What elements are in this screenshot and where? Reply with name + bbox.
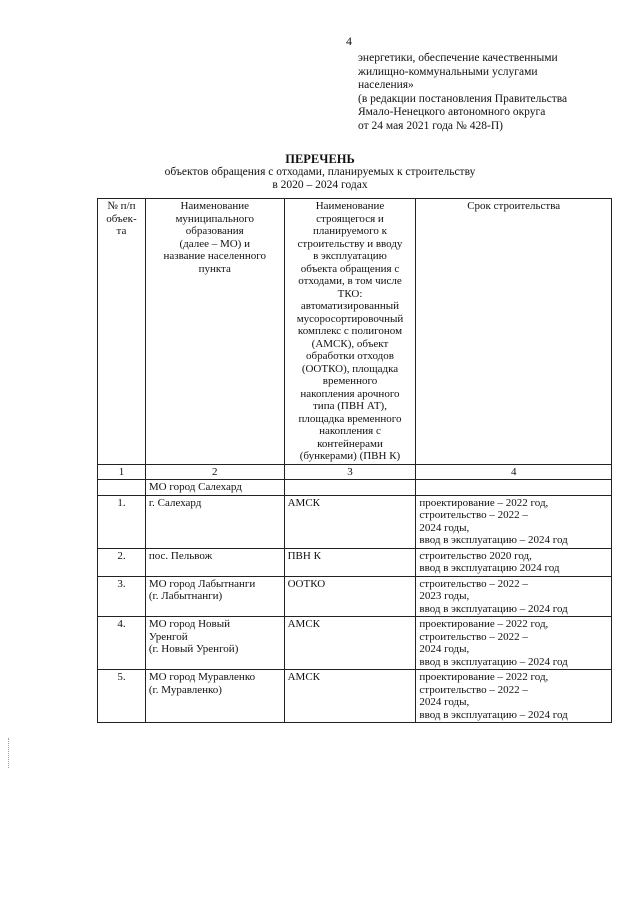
group-row (98, 480, 612, 496)
row-object-line: АМСК (287, 671, 320, 683)
row-object (284, 670, 416, 723)
row-term-line: 2024 годы, (419, 643, 470, 655)
row-term-line: проектирование – 2022 год, (419, 496, 549, 509)
row-term (416, 548, 612, 576)
header-note-line: от 24 мая 2021 года № 428-П) (358, 119, 503, 132)
header-line: контейнерами (317, 437, 383, 450)
document-subtitle (0, 166, 640, 192)
row-object (284, 617, 416, 670)
row-place-line: МО город Лабытнанги (148, 577, 256, 590)
header-line: накопления арочного (300, 387, 400, 400)
row-place-line: (г. Муравленко) (148, 683, 222, 696)
row-number (98, 495, 146, 548)
header-line: (далее – МО) и (179, 237, 250, 250)
header-line: мусоросортировочный (296, 312, 404, 325)
header-line: автоматизированный (300, 300, 400, 312)
header-line: обработки отходов (306, 350, 394, 362)
header-line: отходами, в том числе (298, 275, 402, 287)
header-line: образования (185, 225, 244, 237)
row-term-line: ввод в эксплуатацию – 2024 год (419, 534, 568, 546)
header-line: (АМСК), объект (311, 337, 389, 350)
group-empty-cell (98, 480, 146, 496)
row-term-line: ввод в эксплуатацию – 2024 год (419, 708, 568, 721)
row-place-line: г. Салехард (148, 496, 202, 509)
header-line: накопления с (319, 425, 381, 437)
header-line: (бункерами) (ПВН К) (299, 450, 401, 462)
row-term-line: 2023 годы, (419, 590, 470, 602)
row-place-line: МО город Муравленко (148, 671, 256, 683)
header-line: планируемого к (313, 225, 387, 237)
row-term-line: строительство 2020 год, (419, 549, 532, 562)
column-number: 2 (145, 464, 284, 480)
table-row (98, 617, 612, 670)
header-cell-number (98, 199, 146, 465)
column-number: 1 (98, 464, 146, 480)
header-cell-term (416, 199, 612, 465)
row-place-line: пос. Пельвож (148, 549, 213, 562)
row-term-line: ввод в эксплуатацию 2024 год (419, 562, 560, 574)
subtitle-line: в 2020 – 2024 годах (272, 179, 368, 191)
header-cell-municipality (145, 199, 284, 465)
row-number (98, 617, 146, 670)
header-cell-object (284, 199, 416, 465)
header-note-line: энергетики, обеспечение качественными (358, 52, 558, 64)
row-place-line: (г. Лабытнанги) (148, 590, 223, 602)
header-line: ТКО: (337, 287, 363, 300)
column-number: 4 (416, 464, 612, 480)
row-place-line: МО город Новый (148, 618, 231, 630)
column-number: 3 (284, 464, 416, 480)
row-number (98, 548, 146, 576)
row-number-line: 3. (117, 577, 126, 590)
row-term-line: 2024 годы, (419, 521, 470, 534)
header-note-line: населения» (358, 79, 414, 91)
table-row (98, 670, 612, 723)
row-term (416, 576, 612, 617)
header-line: объекта обращения с (300, 262, 400, 275)
row-term-line: строительство – 2022 – (419, 577, 528, 590)
table-row (98, 576, 612, 617)
row-number (98, 670, 146, 723)
group-label: МО город Салехард (145, 480, 284, 496)
header-line: (ООТКО), площадка (301, 362, 399, 375)
margin-mark (8, 738, 10, 768)
header-note-line: (в редакции постановления Правительства (358, 92, 568, 105)
row-object-line: АМСК (287, 496, 320, 509)
row-place-line: (г. Новый Уренгой) (148, 643, 239, 655)
row-term-line: проектирование – 2022 год, (419, 671, 549, 683)
row-place (145, 548, 284, 576)
header-line: та (116, 225, 127, 237)
row-number (98, 576, 146, 617)
header-line: пункта (198, 262, 231, 275)
row-term (416, 495, 612, 548)
header-line: Наименование (315, 200, 385, 212)
row-term (416, 617, 612, 670)
header-line: Срок строительства (467, 200, 561, 212)
page-number: 4 (346, 34, 352, 48)
table-header-row (98, 199, 612, 465)
row-place (145, 617, 284, 670)
header-line: № п/п (107, 200, 136, 212)
objects-table (97, 198, 612, 723)
document-title: ПЕРЕЧЕНЬ (285, 152, 355, 166)
row-object-line: АМСК (287, 618, 320, 630)
row-place-line: Уренгой (148, 630, 188, 643)
row-place (145, 576, 284, 617)
table-row (98, 495, 612, 548)
row-number-line: 1. (117, 496, 126, 509)
row-term-line: ввод в эксплуатацию – 2024 год (419, 602, 568, 615)
column-number-row (98, 464, 612, 480)
row-object-line: ООТКО (287, 577, 326, 590)
subtitle-line: объектов обращения с отходами, планируемых к строительству (164, 166, 476, 178)
header-note-line: Ямало-Ненецкого автономного округа (358, 106, 546, 118)
row-term-line: строительство – 2022 – (419, 630, 528, 643)
row-term-line: 2024 годы, (419, 696, 470, 708)
row-object (284, 548, 416, 576)
header-line: муниципального (175, 212, 254, 225)
header-line: в эксплуатацию (313, 250, 387, 262)
row-number-line: 2. (117, 549, 126, 562)
header-line: строительству и вводу (297, 237, 403, 250)
header-note-line: жилищно-коммунальными услугами (358, 65, 538, 78)
header-line: объек- (106, 212, 137, 225)
row-object (284, 576, 416, 617)
row-place (145, 495, 284, 548)
header-note (358, 52, 628, 133)
row-object (284, 495, 416, 548)
group-empty-cell (416, 480, 612, 496)
row-term-line: строительство – 2022 – (419, 683, 528, 696)
row-object-line: ПВН К (287, 549, 321, 562)
row-term-line: ввод в эксплуатацию – 2024 год (419, 655, 568, 668)
row-term-line: проектирование – 2022 год, (419, 618, 549, 630)
header-line: временного (322, 375, 378, 387)
row-term (416, 670, 612, 723)
header-line: комплекс с полигоном (297, 325, 403, 337)
header-line: площадка временного (298, 412, 402, 425)
table-row (98, 548, 612, 576)
header-line: Наименование (180, 200, 249, 212)
header-line: типа (ПВН АТ), (313, 400, 387, 412)
row-number-line: 4. (117, 618, 126, 630)
row-number-line: 5. (117, 671, 126, 683)
group-empty-cell (284, 480, 416, 496)
header-line: название населенного (163, 250, 266, 262)
header-line: строящегося и (316, 212, 384, 225)
row-term-line: строительство – 2022 – (419, 509, 528, 521)
row-place (145, 670, 284, 723)
